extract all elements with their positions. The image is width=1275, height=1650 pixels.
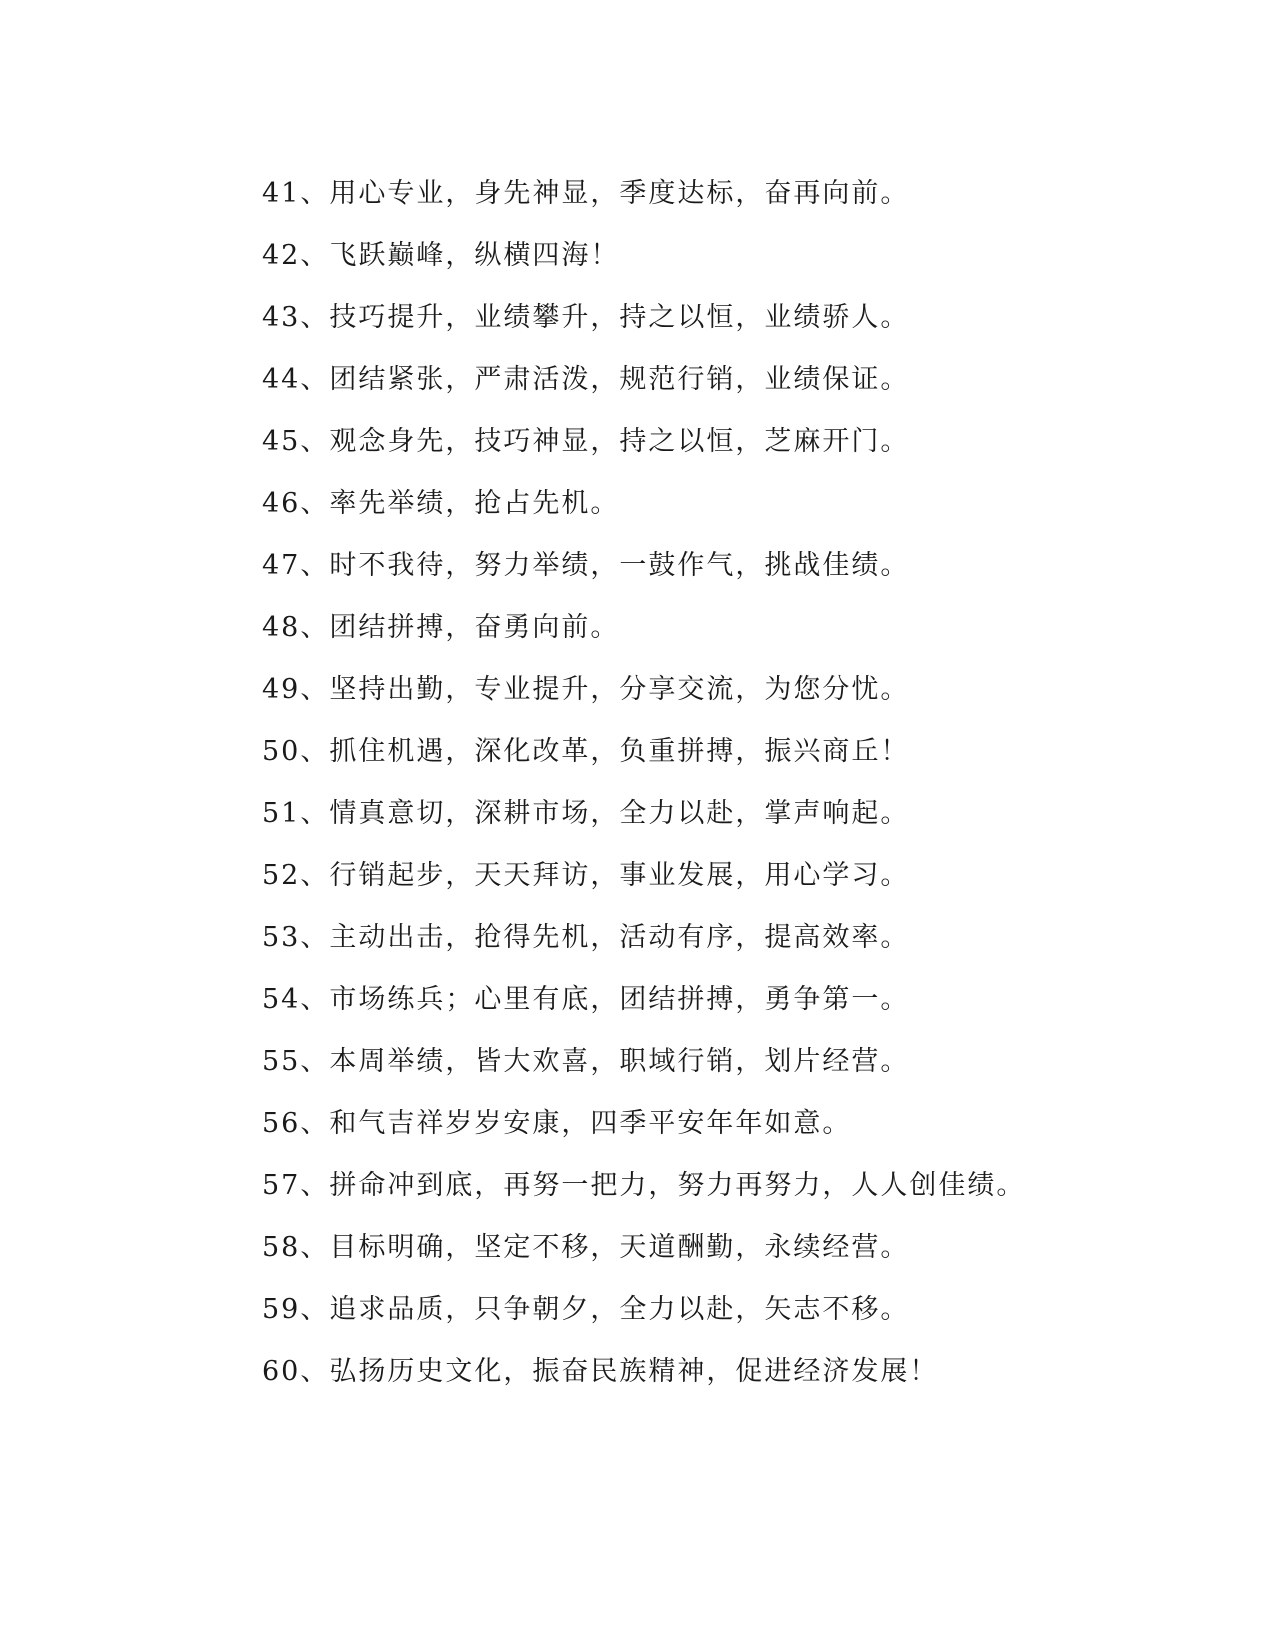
slogan-item: 49、坚持出勤，专业提升，分享交流，为您分忧。	[262, 674, 910, 705]
slogan-item: 50、抓住机遇，深化改革，负重拼搏，振兴商丘！	[262, 736, 910, 767]
slogan-item: 57、拼命冲到底，再努一把力，努力再努力，人人创佳绩。	[262, 1170, 1026, 1201]
slogan-item: 56、和气吉祥岁岁安康，四季平安年年如意。	[262, 1108, 852, 1139]
slogan-item: 45、观念身先，技巧神显，持之以恒，芝麻开门。	[262, 426, 910, 457]
slogan-item: 51、情真意切，深耕市场，全力以赴，掌声响起。	[262, 798, 910, 829]
slogan-item: 44、团结紧张，严肃活泼，规范行销，业绩保证。	[262, 364, 910, 395]
slogan-item: 48、团结拼搏，奋勇向前。	[262, 612, 620, 643]
slogan-item: 41、用心专业，身先神显，季度达标，奋再向前。	[262, 178, 910, 209]
slogan-item: 42、飞跃巅峰，纵横四海！	[262, 240, 620, 271]
slogan-item: 43、技巧提升，业绩攀升，持之以恒，业绩骄人。	[262, 302, 910, 333]
slogan-item: 60、弘扬历史文化，振奋民族精神，促进经济发展！	[262, 1356, 939, 1387]
slogan-item: 53、主动出击，抢得先机，活动有序，提高效率。	[262, 922, 910, 953]
slogan-item: 47、时不我待，努力举绩，一鼓作气，挑战佳绩。	[262, 550, 910, 581]
slogan-item: 52、行销起步，天天拜访，事业发展，用心学习。	[262, 860, 910, 891]
slogan-item: 55、本周举绩，皆大欢喜，职域行销，划片经营。	[262, 1046, 910, 1077]
slogan-item: 59、追求品质，只争朝夕，全力以赴，矢志不移。	[262, 1294, 910, 1325]
slogan-item: 54、市场练兵；心里有底，团结拼搏，勇争第一。	[262, 984, 910, 1015]
slogan-list	[262, 163, 1202, 1403]
slogan-item: 58、目标明确，坚定不移，天道酬勤，永续经营。	[262, 1232, 910, 1263]
slogan-item: 46、率先举绩，抢占先机。	[262, 488, 620, 519]
